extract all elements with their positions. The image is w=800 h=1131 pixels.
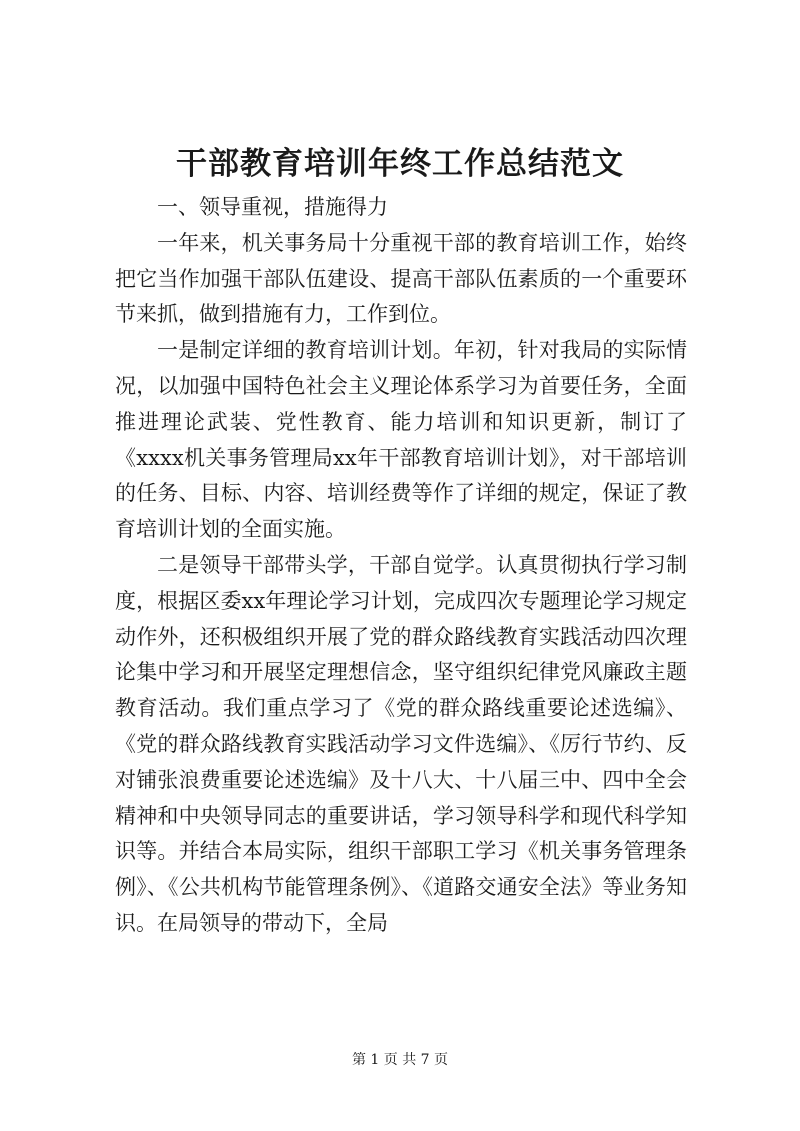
- document-title: 干部教育培训年终工作总结范文: [176, 146, 624, 182]
- document-body: [115, 190, 687, 942]
- body-paragraph: 二是领导干部带头学，干部自觉学。认真贯彻执行学习制度，根据区委xx年理论学习计划，完成四次专题理论学习规定动作外，还积极组织开展了党的群众路线教育实践活动四次理论集中学习和开展坚定理想信念，坚守组织纪律党风廉政主题教育活动。我们重点学习了《党的群众路线重要论述选编》、《党的群众路线教育实践活动学习文件选编》、《厉行节约、反对铺张浪费重要论述选编》及十八大、十八届三中、四中全会精神和中央领导同志的重要讲话，学习领导科学和现代科学知识等。并结合本局实际，组织干部职工学习《机关事务管理条例》、《公共机构节能管理条例》、《道路交通安全法》等业务知识。在局领导的带动下，全局: [115, 552, 687, 935]
- page-number-footer: 第 1 页 共 7 页: [351, 1052, 449, 1068]
- section-heading: 一、领导重视，措施得力: [157, 195, 388, 219]
- body-paragraph: 一年来，机关事务局十分重视干部的教育培训工作，始终把它当作加强干部队伍建设、提高干部队伍素质的一个重要环节来抓，做到措施有力，工作到位。: [115, 230, 687, 327]
- body-paragraph: 一是制定详细的教育培训计划。年初，针对我局的实际情况，以加强中国特色社会主义理论体系学习为首要任务，全面推进理论武装、党性教育、能力培训和知识更新，制订了《xxxx机关事务管理局xx年干部教育培训计划》，对干部培训的任务、目标、内容、培训经费等作了详细的规定，保证了教育培训计划的全面实施。: [115, 338, 687, 542]
